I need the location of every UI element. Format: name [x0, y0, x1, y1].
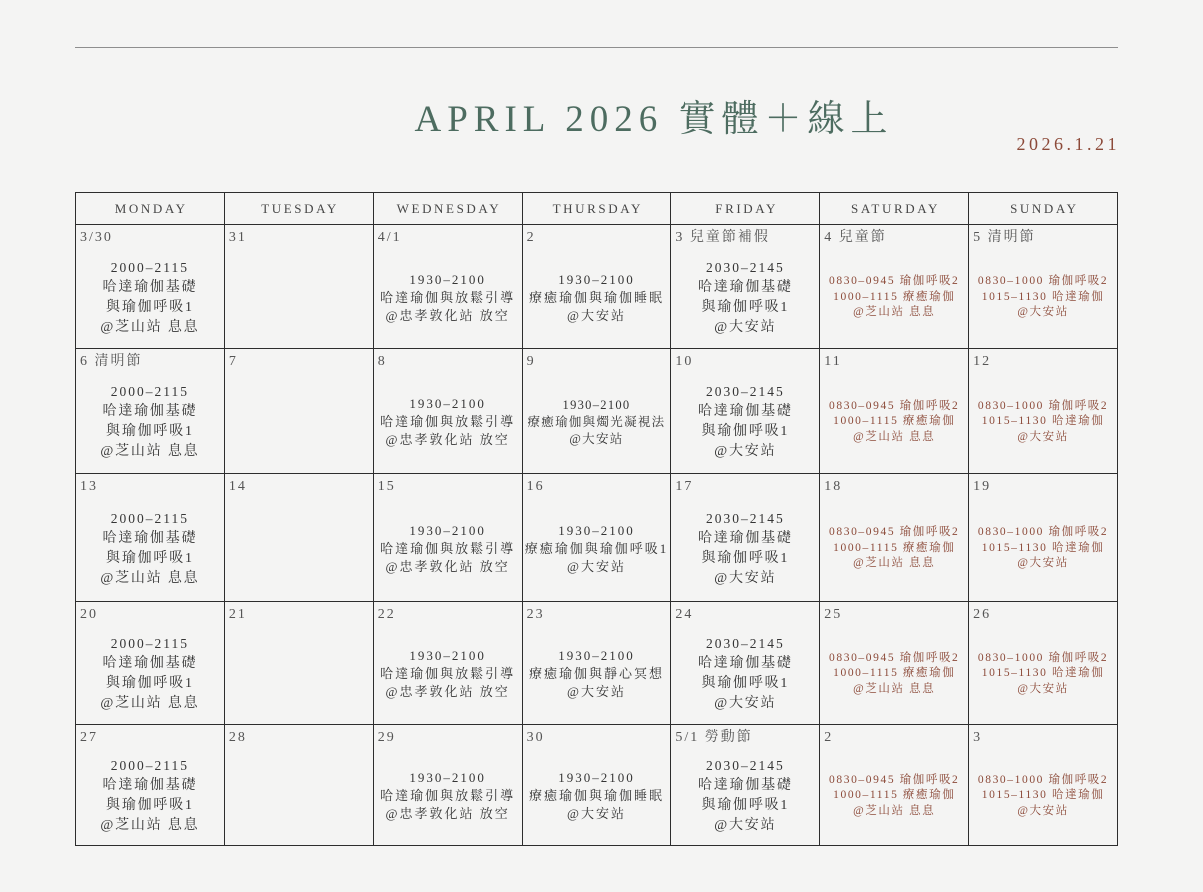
day-cell	[225, 225, 374, 349]
day-cell	[225, 602, 374, 725]
day-number: 8	[377, 354, 387, 369]
day-cell	[76, 225, 225, 349]
class-name: 與瑜伽呼吸1	[106, 550, 194, 566]
day-cell	[671, 349, 820, 474]
class-time: 2030–2145	[705, 636, 785, 651]
day-number: 3	[973, 730, 983, 745]
class-location: @大安站	[567, 307, 626, 323]
weekday-header-wednesday: WEDNESDAY	[374, 193, 523, 225]
class-location: @忠孝敦化站 放空	[385, 558, 510, 574]
class-location: @大安站	[1017, 557, 1069, 570]
day-cell	[671, 474, 820, 602]
class-info	[374, 496, 522, 601]
day-number: 10	[675, 354, 694, 369]
class-info	[76, 371, 224, 473]
top-divider	[75, 47, 1118, 48]
class-location: @忠孝敦化站 放空	[385, 307, 510, 323]
weekday-header-tuesday: TUESDAY	[225, 193, 374, 225]
class-session: 1015–1130 哈達瑜伽	[981, 415, 1105, 428]
class-name: 哈達瑜伽基礎	[102, 656, 198, 671]
class-info	[374, 247, 522, 348]
class-name: 與瑜伽呼吸1	[106, 676, 194, 691]
day-number: 25	[824, 607, 843, 622]
class-time: 1930–2100	[409, 271, 486, 287]
weekday-header-monday: MONDAY	[76, 193, 225, 225]
day-number: 11	[824, 354, 842, 369]
day-number: 2	[526, 230, 536, 245]
day-number: 3/30	[80, 230, 113, 245]
day-number: 22	[377, 607, 396, 622]
class-time: 2030–2145	[705, 510, 785, 526]
class-session: 1000–1115 療癒瑜伽	[833, 415, 956, 428]
class-location: @大安站	[1017, 804, 1069, 817]
class-name: 療癒瑜伽與瑜伽睡眠	[528, 289, 664, 305]
class-info	[671, 247, 819, 348]
class-info	[671, 624, 819, 724]
class-info	[820, 247, 968, 348]
class-session: 0830–0945 瑜伽呼吸2	[829, 275, 960, 288]
day-cell	[374, 725, 523, 846]
class-info	[820, 624, 968, 724]
day-cell	[671, 725, 820, 846]
day-number: 30	[526, 730, 545, 745]
class-location: @芝山站 息息	[853, 430, 936, 443]
class-session: 0830–1000 瑜伽呼吸2	[977, 651, 1109, 664]
class-name: 哈達瑜伽基礎	[697, 530, 793, 546]
class-session: 1000–1115 療癒瑜伽	[833, 290, 956, 303]
class-name: 與瑜伽呼吸1	[106, 424, 194, 439]
day-number: 9	[526, 354, 536, 369]
class-session: 0830–0945 瑜伽呼吸2	[829, 399, 960, 412]
class-session: 1000–1115 療癒瑜伽	[833, 789, 956, 802]
class-info	[969, 624, 1117, 724]
class-time: 1930–2100	[558, 770, 635, 785]
class-name: 哈達瑜伽與放鬆引導	[380, 666, 516, 681]
day-cell	[225, 349, 374, 474]
class-time: 1930–2100	[558, 522, 635, 538]
day-cell	[374, 349, 523, 474]
class-location: @芝山站 息息	[100, 818, 200, 833]
class-info	[671, 747, 819, 845]
day-cell	[820, 474, 969, 602]
class-time: 1930–2100	[558, 648, 635, 663]
class-info	[76, 496, 224, 601]
class-location: @大安站	[567, 806, 626, 821]
day-cell	[671, 225, 820, 349]
class-name: 哈達瑜伽基礎	[102, 530, 198, 546]
class-info	[969, 496, 1117, 601]
class-name: 哈達瑜伽與放鬆引導	[380, 414, 516, 429]
class-session: 1015–1130 哈達瑜伽	[981, 290, 1105, 303]
class-name: 哈達瑜伽基礎	[102, 778, 198, 793]
day-cell	[374, 225, 523, 349]
class-location: @芝山站 息息	[100, 570, 200, 586]
class-name: 哈達瑜伽與放鬆引導	[380, 788, 516, 803]
class-time: 1930–2100	[558, 271, 635, 287]
class-time: 2030–2145	[705, 758, 785, 773]
class-time: 2000–2115	[110, 510, 190, 526]
day-cell	[76, 474, 225, 602]
class-name: 與瑜伽呼吸1	[701, 299, 790, 315]
day-number: 13	[80, 479, 98, 494]
class-name: 哈達瑜伽基礎	[697, 656, 793, 671]
day-number: 17	[675, 479, 694, 494]
day-cell	[374, 474, 523, 602]
class-location: @大安站	[714, 570, 777, 586]
day-number: 19	[973, 479, 992, 494]
class-name: 與瑜伽呼吸1	[106, 798, 194, 813]
class-location: @大安站	[714, 319, 777, 335]
class-time: 1930–2100	[409, 522, 486, 538]
class-info	[374, 747, 522, 845]
day-cell	[820, 725, 969, 846]
class-location: @大安站	[567, 558, 626, 574]
day-cell	[969, 225, 1118, 349]
class-info	[374, 624, 522, 724]
class-info	[523, 624, 671, 724]
day-cell	[523, 349, 672, 474]
class-location: @芝山站 息息	[100, 444, 200, 459]
class-session: 0830–1000 瑜伽呼吸2	[977, 773, 1109, 786]
day-number: 26	[973, 607, 992, 622]
class-session: 1015–1130 哈達瑜伽	[981, 541, 1105, 554]
day-cell	[523, 225, 672, 349]
class-location: @忠孝敦化站 放空	[385, 432, 510, 447]
class-info	[969, 247, 1117, 348]
class-location: @芝山站 息息	[853, 682, 936, 695]
class-name: 與瑜伽呼吸1	[701, 424, 790, 439]
class-name: 療癒瑜伽與瑜伽睡眠	[528, 788, 664, 803]
class-info	[523, 496, 671, 601]
day-number: 16	[526, 479, 545, 494]
calendar-grid	[75, 192, 1118, 846]
class-info	[76, 247, 224, 348]
class-session: 1015–1130 哈達瑜伽	[981, 667, 1105, 680]
class-name: 哈達瑜伽與放鬆引導	[380, 540, 516, 556]
class-session: 0830–0945 瑜伽呼吸2	[829, 773, 960, 786]
class-location: @大安站	[714, 696, 777, 711]
class-info	[671, 496, 819, 601]
class-time: 2030–2145	[705, 259, 785, 275]
class-name: 療癒瑜伽與瑜伽呼吸1	[524, 540, 669, 556]
class-info	[523, 747, 671, 845]
class-time: 1930–2100	[409, 770, 486, 785]
day-number: 3 兒童節補假	[675, 230, 770, 245]
class-info	[523, 247, 671, 348]
class-location: @芝山站 息息	[100, 696, 200, 711]
day-number: 7	[228, 354, 238, 369]
day-cell	[225, 474, 374, 602]
class-session: 0830–0945 瑜伽呼吸2	[829, 526, 960, 539]
class-location: @芝山站 息息	[853, 306, 936, 319]
class-time: 2030–2145	[705, 384, 785, 399]
day-number: 23	[526, 607, 545, 622]
class-name: 哈達瑜伽基礎	[697, 279, 793, 295]
class-time: 1930–2100	[409, 396, 486, 411]
class-name: 與瑜伽呼吸1	[701, 676, 790, 691]
class-info	[374, 371, 522, 473]
day-number: 18	[824, 479, 843, 494]
class-location: @忠孝敦化站 放空	[385, 684, 510, 699]
class-location: @大安站	[1017, 306, 1069, 319]
class-location: @芝山站 息息	[853, 557, 936, 570]
class-info	[76, 624, 224, 724]
day-cell	[374, 602, 523, 725]
day-cell	[969, 474, 1118, 602]
day-cell	[523, 725, 672, 846]
day-cell	[76, 349, 225, 474]
class-name: 哈達瑜伽基礎	[102, 404, 198, 419]
day-cell	[523, 602, 672, 725]
day-number: 27	[80, 730, 98, 745]
day-number: 29	[377, 730, 396, 745]
class-location: @大安站	[714, 818, 777, 833]
day-cell	[76, 602, 225, 725]
class-info	[523, 371, 671, 473]
weekday-header-thursday: THURSDAY	[523, 193, 672, 225]
day-cell	[820, 602, 969, 725]
page-title: APRIL 2026 實體＋線上	[414, 99, 894, 140]
day-cell	[76, 725, 225, 846]
day-number: 31	[228, 230, 247, 245]
class-info	[820, 496, 968, 601]
class-time: 2000–2115	[110, 384, 190, 399]
class-location: @大安站	[569, 431, 624, 446]
class-session: 1015–1130 哈達瑜伽	[981, 789, 1105, 802]
class-name: 療癒瑜伽與燭光凝視法	[527, 414, 666, 429]
day-number: 15	[377, 479, 396, 494]
weekday-header-sunday: SUNDAY	[969, 193, 1118, 225]
class-name: 哈達瑜伽基礎	[102, 279, 198, 295]
class-info	[671, 371, 819, 473]
day-number: 5 清明節	[973, 230, 1036, 245]
class-session: 1000–1115 療癒瑜伽	[833, 667, 956, 680]
class-time: 2000–2115	[110, 758, 190, 773]
day-number: 14	[228, 479, 247, 494]
class-time: 1930–2100	[562, 397, 631, 412]
day-cell	[969, 725, 1118, 846]
class-location: @大安站	[1017, 682, 1069, 695]
day-number: 21	[228, 607, 247, 622]
day-cell	[969, 349, 1118, 474]
class-location: @大安站	[714, 444, 777, 459]
day-number: 5/1 勞動節	[675, 730, 753, 745]
class-info	[820, 747, 968, 845]
class-name: 哈達瑜伽基礎	[697, 778, 793, 793]
class-info	[969, 747, 1117, 845]
class-name: 與瑜伽呼吸1	[701, 550, 790, 566]
day-number: 4 兒童節	[824, 230, 887, 245]
day-cell	[225, 725, 374, 846]
day-number: 28	[228, 730, 247, 745]
class-name: 與瑜伽呼吸1	[106, 299, 194, 315]
day-number: 4/1	[377, 230, 402, 245]
day-cell	[820, 225, 969, 349]
class-name: 哈達瑜伽與放鬆引導	[380, 289, 516, 305]
class-session: 1000–1115 療癒瑜伽	[833, 541, 956, 554]
class-location: @芝山站 息息	[853, 804, 936, 817]
day-number: 20	[80, 607, 98, 622]
day-number: 24	[675, 607, 694, 622]
class-info	[969, 371, 1117, 473]
day-cell	[671, 602, 820, 725]
day-number: 2	[824, 730, 834, 745]
day-cell	[969, 602, 1118, 725]
class-info	[820, 371, 968, 473]
class-session: 0830–1000 瑜伽呼吸2	[977, 526, 1109, 539]
class-name: 與瑜伽呼吸1	[701, 798, 790, 813]
day-cell	[820, 349, 969, 474]
day-cell	[523, 474, 672, 602]
class-session: 0830–1000 瑜伽呼吸2	[977, 275, 1109, 288]
class-name: 療癒瑜伽與靜心冥想	[528, 666, 664, 681]
class-time: 2000–2115	[110, 636, 190, 651]
day-number: 6 清明節	[80, 354, 143, 369]
class-time: 1930–2100	[409, 648, 486, 663]
class-location: @忠孝敦化站 放空	[385, 806, 510, 821]
day-number: 12	[973, 354, 992, 369]
weekday-header-saturday: SATURDAY	[820, 193, 969, 225]
class-info	[76, 747, 224, 845]
class-session: 0830–1000 瑜伽呼吸2	[977, 399, 1109, 412]
class-location: @大安站	[1017, 430, 1069, 443]
class-location: @大安站	[567, 684, 626, 699]
class-name: 哈達瑜伽基礎	[697, 404, 793, 419]
class-time: 2000–2115	[110, 259, 190, 275]
weekday-header-friday: FRIDAY	[671, 193, 820, 225]
publish-date: 2026.1.21	[1016, 134, 1120, 154]
class-session: 0830–0945 瑜伽呼吸2	[829, 651, 960, 664]
class-location: @芝山站 息息	[100, 319, 200, 335]
